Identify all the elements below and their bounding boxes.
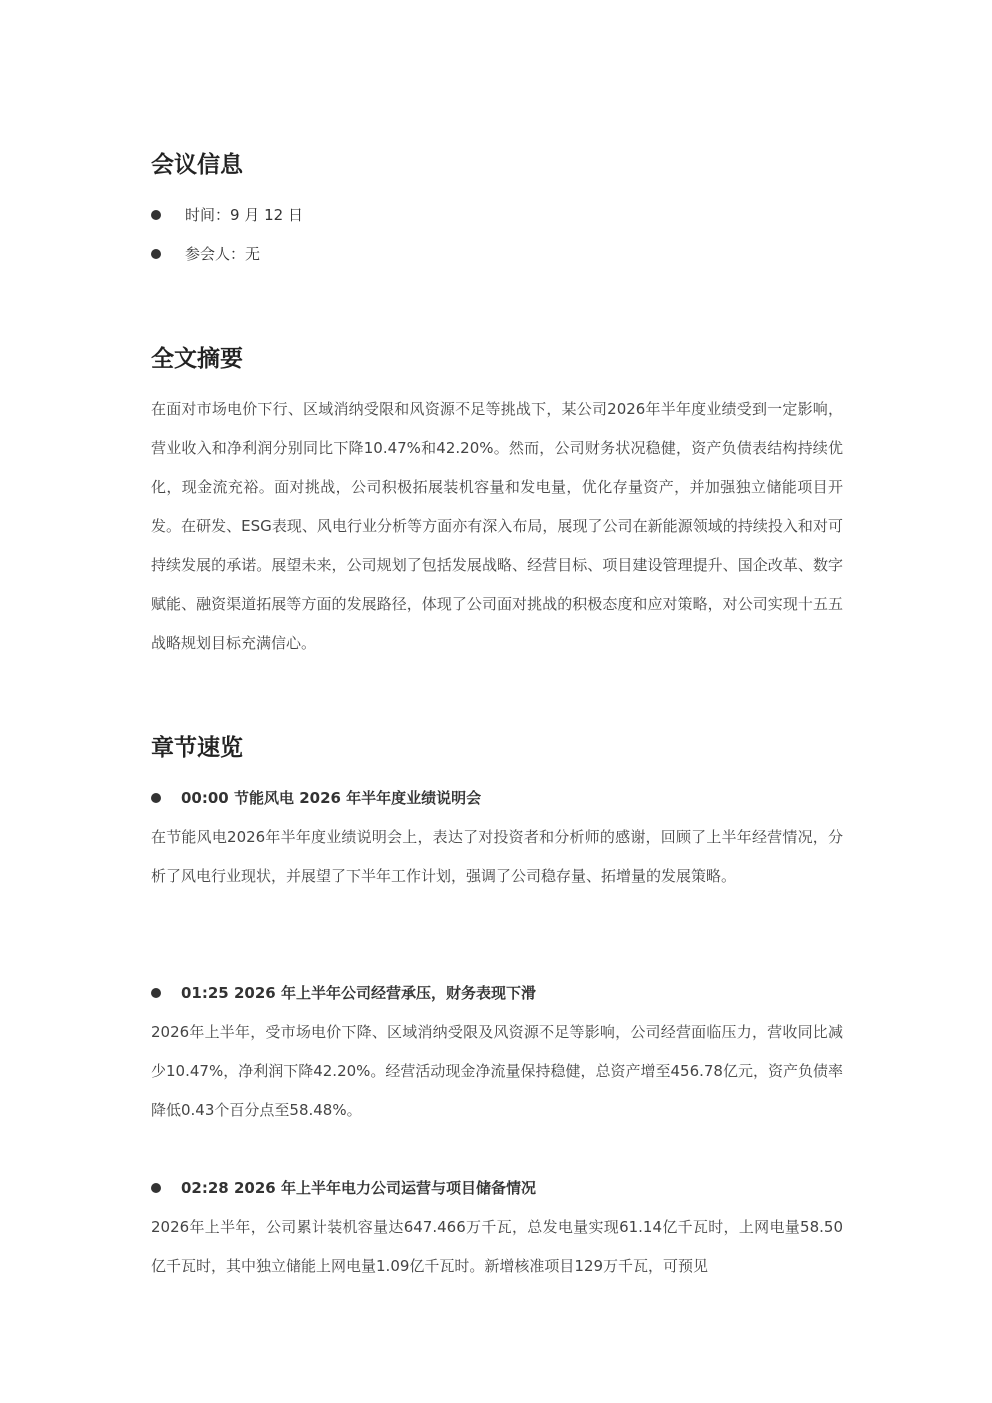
chapter-heading-text: 02:28 2026 年上半年电力公司运营与项目储备情况 — [181, 1179, 536, 1197]
bullet-dot-icon — [151, 210, 161, 220]
chapter-paragraph-3: 2026年上半年，公司累计装机容量达647.466万千瓦，总发电量实现61.14亿千瓦时，上网电量58.50亿千瓦时，其中独立储能上网电量1.09亿千瓦时。新增核准项目129万千瓦，可预见 — [151, 1218, 843, 1275]
chapter-heading-2 — [151, 981, 843, 1005]
chapter-heading-text: 00:00 节能风电 2026 年半年度业绩说明会 — [181, 789, 482, 807]
summary-paragraph: 在面对市场电价下行、区域消纳受限和风资源不足等挑战下，某公司2026年半年度业绩受到一定影响，营业收入和净利润分别同比下降10.47%和42.20%。然而，公司财务状况稳健，资产负债表结构持续优化，现金流充裕。面对挑战，公司积极拓展装机容量和发电量，优化存量资产，并加强独立储能项目开发。在研发、ESG表现、风电行业分析等方面亦有深入布局，展现了公司在新能源领域的持续投入和对可持续发展的承诺。展望未来，公司规划了包括发展战略、经营目标、项目建设管理提升、国企改革、数字赋能、融资渠道拓展等方面的发展路径，体现了公司面对挑战的积极态度和应对策略，对公司实现十五五战略规划目标充满信心。 — [151, 400, 843, 652]
meeting-time-item — [151, 203, 843, 227]
chapter-heading-text: 01:25 2026 年上半年公司经营承压，财务表现下滑 — [181, 984, 536, 1002]
meeting-participants-text — [185, 242, 260, 266]
bullet-dot-icon — [151, 1183, 161, 1193]
meeting-time-label: 时间： — [185, 206, 231, 224]
chapter-paragraph-2: 2026年上半年，受市场电价下降、区域消纳受限及风资源不足等影响，公司经营面临压力，营收同比减少10.47%，净利润下降42.20%。经营活动现金净流量保持稳健，总资产增至456.78亿元，资产负债率降低0.43个百分点至58.48%。 — [151, 1023, 843, 1119]
meeting-participants-value: 无 — [245, 245, 261, 263]
bullet-dot-icon — [151, 793, 161, 803]
meeting-participants-item — [151, 242, 843, 266]
chapter-heading-3 — [151, 1176, 843, 1200]
meeting-time-text — [185, 203, 303, 227]
bullet-dot-icon — [151, 988, 161, 998]
meeting-info-title: 会议信息 — [151, 152, 243, 178]
chapters-title: 章节速览 — [151, 735, 243, 761]
summary-title: 全文摘要 — [151, 346, 243, 372]
bullet-dot-icon — [151, 249, 161, 259]
meeting-participants-label: 参会人： — [185, 245, 246, 263]
chapter-paragraph-1: 在节能风电2026年半年度业绩说明会上，表达了对投资者和分析师的感谢，回顾了上半年经营情况，分析了风电行业现状，并展望了下半年工作计划，强调了公司稳存量、拓增量的发展策略。 — [151, 828, 843, 885]
chapter-heading-1 — [151, 786, 843, 810]
meeting-time-value: 9 月 12 日 — [230, 206, 303, 224]
